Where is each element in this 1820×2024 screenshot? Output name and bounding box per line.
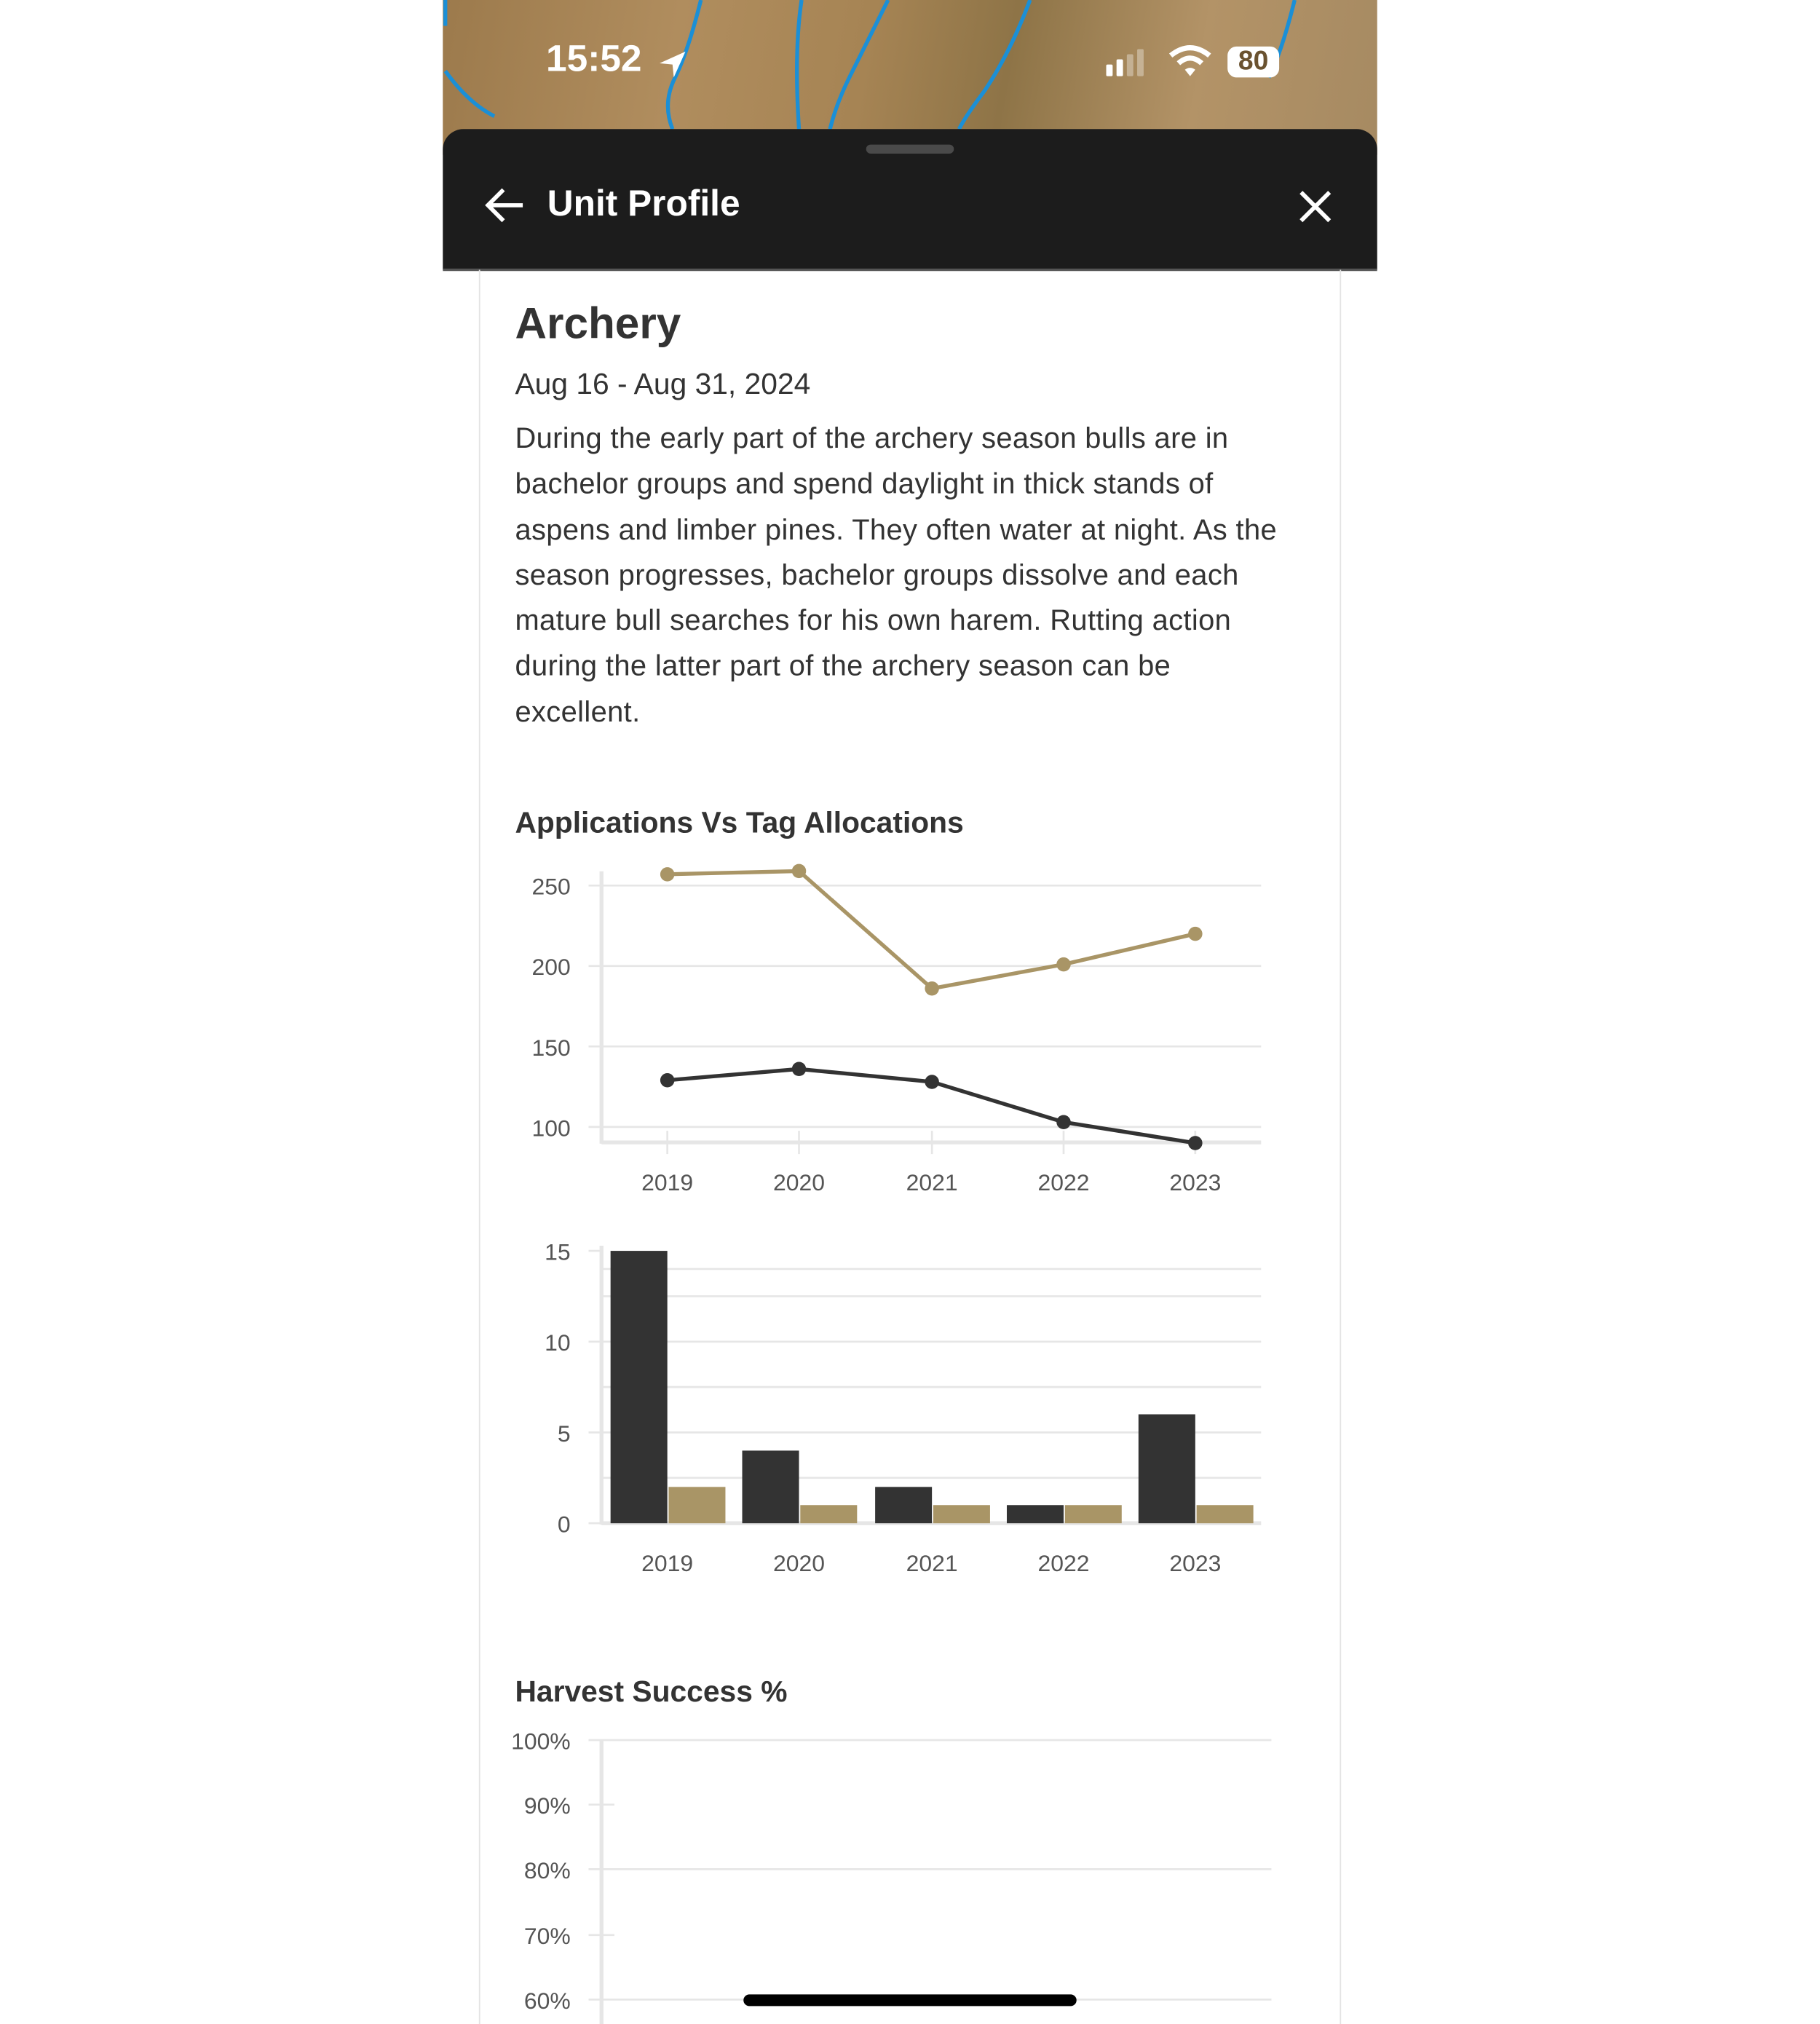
harvest-chart-title: Harvest Success % bbox=[515, 1674, 788, 1708]
y-tick-label: 200 bbox=[531, 954, 571, 981]
x-tick-label: 2022 bbox=[1037, 1169, 1090, 1195]
bar-tan bbox=[800, 1505, 857, 1523]
phone-screen bbox=[443, 0, 1377, 2024]
x-tick-label: 2023 bbox=[1169, 1169, 1222, 1195]
charts-layer bbox=[443, 0, 1377, 2024]
data-point-tan bbox=[1056, 957, 1071, 972]
y-tick-label: 100% bbox=[511, 1728, 571, 1755]
bar-dark bbox=[743, 1450, 799, 1523]
data-point-dark bbox=[792, 1062, 807, 1077]
y-tick-label: 250 bbox=[531, 873, 571, 900]
data-point-dark bbox=[1056, 1115, 1071, 1129]
x-tick-label: 2021 bbox=[906, 1549, 958, 1576]
x-tick-label: 2019 bbox=[641, 1549, 694, 1576]
y-tick-label: 70% bbox=[523, 1923, 571, 1950]
season-name: Archery bbox=[515, 299, 681, 349]
bar-dark bbox=[1139, 1415, 1195, 1524]
x-tick-label: 2023 bbox=[1169, 1549, 1222, 1576]
data-point-tan bbox=[925, 981, 939, 996]
y-tick-label: 60% bbox=[523, 1987, 571, 2014]
data-point-dark bbox=[1188, 1136, 1203, 1150]
x-tick-label: 2021 bbox=[906, 1169, 958, 1195]
data-point-tan bbox=[792, 864, 807, 879]
applications-chart-title: Applications Vs Tag Allocations bbox=[515, 805, 964, 839]
battery-indicator: 80 bbox=[1227, 47, 1279, 78]
x-tick-label: 2019 bbox=[641, 1169, 694, 1195]
data-point-tan bbox=[1188, 927, 1203, 941]
y-tick-label: 80% bbox=[523, 1857, 571, 1883]
y-tick-label: 15 bbox=[545, 1238, 571, 1265]
data-point-dark bbox=[925, 1075, 939, 1089]
y-tick-label: 5 bbox=[557, 1420, 571, 1447]
x-tick-label: 2022 bbox=[1037, 1549, 1090, 1576]
bar-tan bbox=[933, 1505, 990, 1523]
bar-dark bbox=[611, 1251, 668, 1523]
header-title: Unit Profile bbox=[547, 183, 740, 224]
y-tick-label: 0 bbox=[557, 1511, 571, 1538]
home-indicator[interactable] bbox=[743, 1994, 1076, 2006]
data-point-dark bbox=[660, 1073, 675, 1088]
x-tick-label: 2020 bbox=[773, 1169, 826, 1195]
y-tick-label: 100 bbox=[531, 1115, 571, 1142]
x-tick-label: 2020 bbox=[773, 1549, 826, 1576]
y-tick-label: 150 bbox=[531, 1034, 571, 1061]
series-line-tan bbox=[668, 871, 1195, 988]
y-tick-label: 90% bbox=[523, 1792, 571, 1819]
bar-dark bbox=[1007, 1505, 1064, 1523]
bar-tan bbox=[668, 1487, 725, 1523]
bar-dark bbox=[875, 1487, 932, 1523]
status-time: 15:52 bbox=[546, 39, 642, 80]
y-tick-label: 10 bbox=[545, 1329, 571, 1356]
bar-tan bbox=[1197, 1505, 1254, 1523]
season-dates: Aug 16 - Aug 31, 2024 bbox=[515, 366, 811, 400]
season-description: During the early part of the archery season bulls are in bachelor groups and spend daylight in thick stands of aspens and limber pines. They often water at night. As the season progresses, bachelor groups dissolve and each mature bull searches for his own harem. Rutting action during the latter part of the archery season can be excellent. bbox=[515, 422, 1278, 728]
bar-tan bbox=[1065, 1505, 1122, 1523]
data-point-tan bbox=[660, 867, 675, 882]
